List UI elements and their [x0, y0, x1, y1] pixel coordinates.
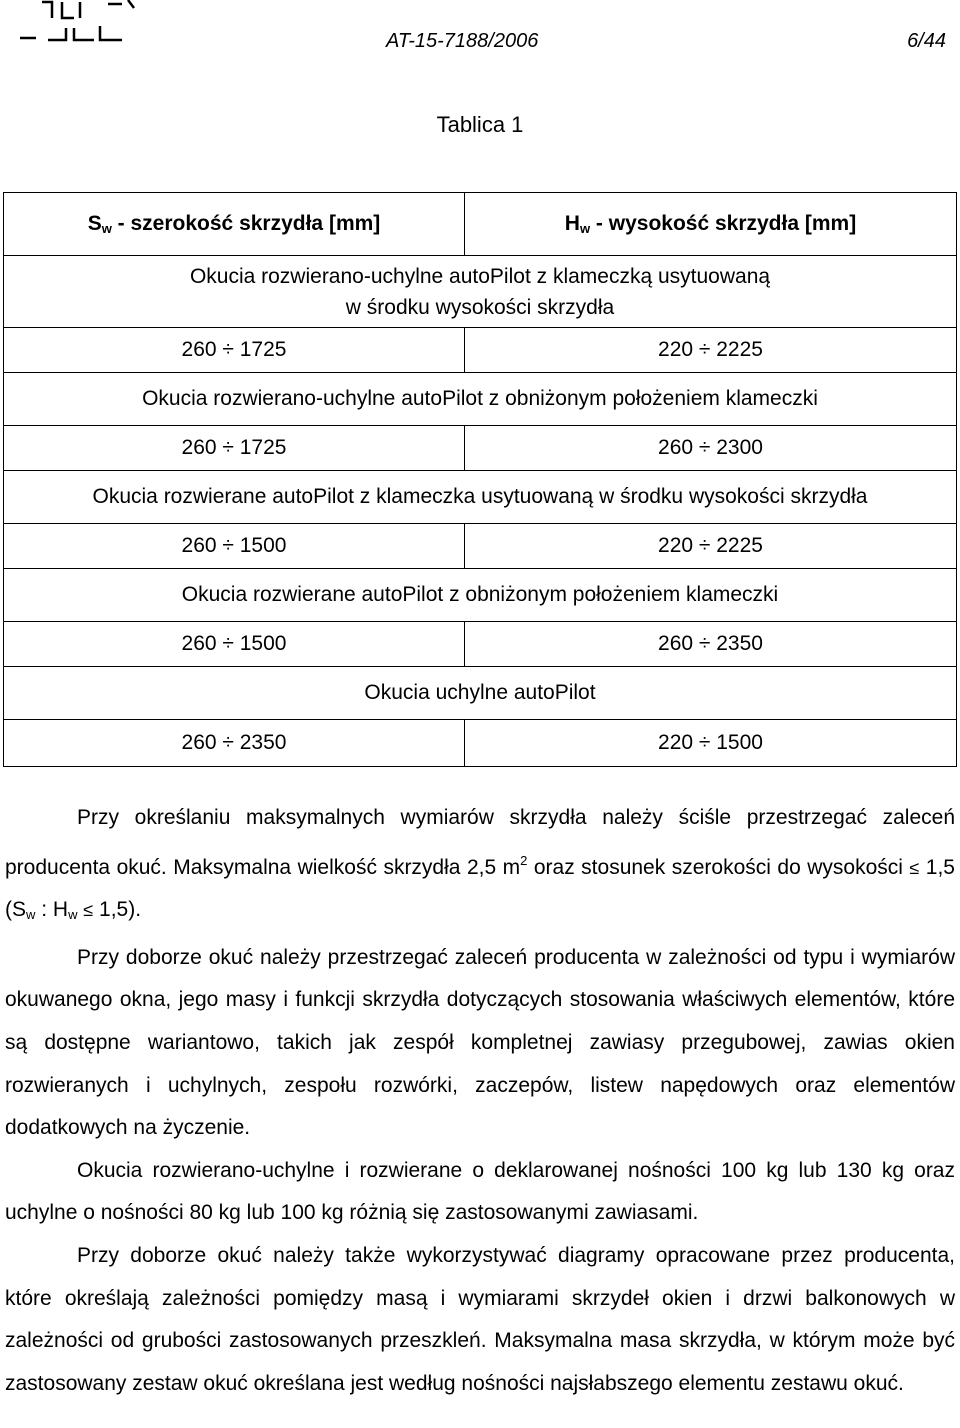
value-row [4, 622, 957, 667]
dimensions-table [3, 192, 957, 767]
group-row [4, 667, 957, 720]
height-range: 220 ÷ 2225 [465, 328, 957, 373]
height-range: 260 ÷ 2350 [465, 622, 957, 667]
table-header-row [4, 193, 957, 256]
group-label: Okucia rozwierane autoPilot z obniżonym położeniem klameczki [4, 569, 957, 622]
document-reference: AT-15-7188/2006 [386, 30, 539, 52]
group-row [4, 373, 957, 426]
group-row [4, 569, 957, 622]
height-range: 260 ÷ 2300 [465, 426, 957, 471]
paragraph-3: Okucia rozwierano-uchylne i rozwierane o deklarowanej nośności 100 kg lub 130 kg oraz uchylne o nośności 80 kg lub 100 kg różnią się zastosowanymi zawiasami. [5, 1158, 955, 1225]
value-row [4, 720, 957, 767]
width-range: 260 ÷ 1725 [4, 328, 465, 373]
logo [18, 0, 138, 46]
group-row [4, 471, 957, 524]
value-row [4, 328, 957, 373]
paragraph-4: Przy doborze okuć należy także wykorzystywać diagramy opracowane przez producenta, które określają zależności pomiędzy masą i wymiarami skrzydeł okien i drzwi balkonowych w zależności od grubości zastosowanych przeszkleń. Maksymalna masa skrzydła, w którym może być zastosowany zestaw okuć określana jest według nośności najsłabszego elementu zestawu okuć. [5, 1243, 955, 1395]
body-text [5, 797, 955, 1405]
group-row [4, 256, 957, 328]
group-label: Okucia uchylne autoPilot [4, 667, 957, 720]
value-row [4, 524, 957, 569]
paragraph-2: Przy doborze okuć należy przestrzegać zaleceń producenta w zależności od typu i wymiarów okuwanego okna, jego masy i funkcji skrzydła dotyczących stosowania właściwych elementów, które są dostępne wariantowo, takich jak zespół kompletnej zawiasy przegubowej, zawias okien rozwieranych i uchylnych, zespołu rozwórki, zaczepów, listew napędowych oraz elementów dodatkowych na życzenie. [5, 945, 955, 1140]
width-range: 260 ÷ 1500 [4, 622, 465, 667]
table-title: Tablica 1 [436, 112, 524, 137]
group-label: Okucia rozwierane autoPilot z klameczka usytuowaną w środku wysokości skrzydła [4, 471, 957, 524]
height-range: 220 ÷ 2225 [465, 524, 957, 569]
less-equal-symbol: ≤ [83, 900, 94, 921]
width-range: 260 ÷ 1725 [4, 426, 465, 471]
column-header-width: $S_w$ - szerokość skrzydła [mm] [4, 193, 465, 256]
value-row [4, 426, 957, 471]
column-header-height: $H_w$ - wysokość skrzydła [mm] [465, 193, 957, 256]
page-number: 6/44 [907, 30, 946, 52]
group-label: Okucia rozwierano-uchylne autoPilot z obniżonym położeniem klameczki [4, 373, 957, 426]
less-equal-symbol: ≤ [909, 857, 920, 878]
paragraph-1: Przy określaniu maksymalnych wymiarów skrzydła należy ściśle przestrzegać zaleceń producenta okuć. Maksymalna wielkość skrzydła 2,5 $m^2$ oraz stosunek szerokości do wysokości ≤ 1,5 ($S_w$ : $H_w \le 1,5$). [5, 806, 955, 923]
height-range: 220 ÷ 1500 [465, 720, 957, 767]
width-range: 260 ÷ 1500 [4, 524, 465, 569]
width-range: 260 ÷ 2350 [4, 720, 465, 767]
group-label: Okucia rozwierano-uchylne autoPilot z klameczką usytuowaną w środku wysokości skrzydła [4, 256, 957, 328]
